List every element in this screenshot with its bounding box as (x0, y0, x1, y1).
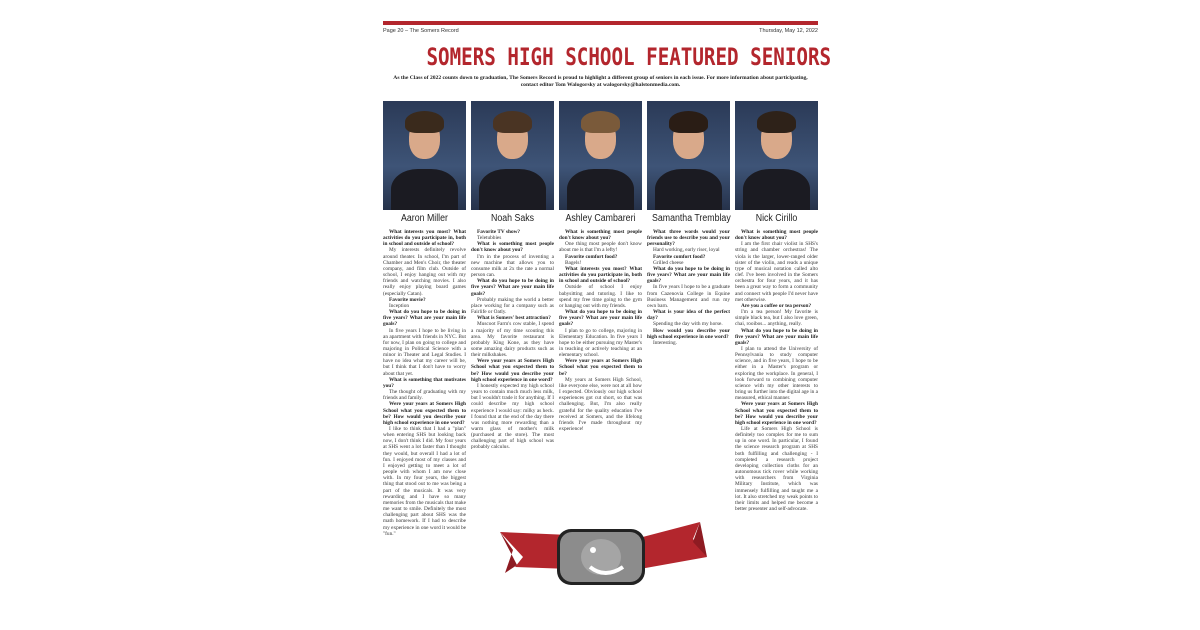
interview-question: What interests you most? What activities do you participate in, both in school and outside of school? (559, 265, 642, 285)
interview-question: What is something that motivates you? (383, 376, 466, 389)
interview-question: Favorite movie? (389, 296, 426, 303)
senior-interview (735, 229, 818, 512)
senior-photo (647, 101, 730, 210)
interview-question: What do you hope to be doing in five years? What are your main life goals? (383, 309, 466, 328)
interview-answer: Interesting. (653, 339, 677, 346)
senior-column (647, 101, 730, 346)
interview-question: Favorite comfort food? (565, 253, 618, 260)
interview-question: What do you hope to be doing in five years? What are your main life goals? (471, 278, 554, 297)
senior-name: Nick Cirillo (755, 213, 798, 224)
interview-answer: I'm in the process of inventing a new machine that allows you to consume milk at 2x the rate a normal person can. (471, 253, 554, 279)
interview-question: What do you hope to be doing in five years? What are your main life goals? (735, 327, 818, 346)
interview-answer: I plan to attend the University of Pennsylvania to study computer science, and in five years, I hope to be either in a Master's program or exploring the workplace. In general, I look forward to combining computer science with my other interests to bring us further into the digital age in a measured, ethical manner. (735, 345, 818, 402)
interview-answer: In five years I hope to be living in an apartment with friends in NYC. But for now, I plan on going to college and majoring in Political Science with a minor in Theater and Legal Studies. I have no idea what my career will be, but I think that I don't have to worry about that yet. (383, 327, 466, 377)
senior-name: Aaron Miller (401, 213, 448, 224)
interview-answer: I am the first chair violist in SHS's string and chamber orchestras! The viola is the larger, lower-ranged older sister of the violin, and reads a unique type of musical notation called alto clef. I've been involved in the Somers orchestra for four years, and it has been a great way to form a community and connect with people I'd never have met otherwise. (735, 241, 818, 303)
interview-answer: I like to think that I had a "plan" when entering SHS but looking back now, I don't think I did. My four years at SHS went a lot faster than I thought they would, but overall I had a lot of fun. I enjoyed most of my classes and I enjoyed getting to meet a lot of people with whom I am now close with. In my four years, the biggest thing that stood out to me was being a part of the musicals. It was very rewarding and I have so many memories from the musicals that make me want to smile. Definitely the most challenging part about SHS was the math homework. If I had to describe my experience in one word it would be "fun." (383, 426, 466, 537)
interview-answer: Hard working, early riser, loyal (653, 247, 720, 254)
interview-question: What is your idea of the perfect day? (647, 309, 730, 322)
interview-question: What do you hope to be doing in five years? What are your main life goals? (559, 309, 642, 328)
senior-column (383, 101, 466, 537)
interview-answer: Inception (389, 302, 410, 309)
senior-photo (559, 101, 642, 210)
elephant-mascot-logo (495, 517, 710, 587)
interview-question: How would you describe your high school experience in one word? (647, 327, 730, 340)
interview-question: What do you hope to be doing in five years? What are your main life goals? (647, 265, 730, 285)
issue-date: Thursday, May 12, 2022 (759, 28, 818, 34)
intro-text: As the Class of 2022 counts down to graduation, The Somers Record is proud to highlight a different group of seniors in each issue. For more information about participating, contact editor Tom Walogorsky at walogorsky@halstonmedia.com. (393, 75, 808, 88)
senior-interview (383, 229, 466, 537)
interview-question: Favorite TV show? (477, 229, 521, 235)
interview-answer: Spending the day with my horse. (653, 321, 723, 328)
page-title: SOMERS HIGH SCHOOL FEATURED SENIORS (426, 43, 832, 71)
senior-name: Samantha Tremblay (651, 213, 731, 224)
interview-answer: In five years I hope to be a graduate from Cazenovia College in Equine Business Management and run my own barn. (647, 284, 730, 309)
interview-answer: Life at Somers High School is definitely too complex for me to sum up in one word. In particular, I found the science research program at SHS both fulfilling and challenging - I completed a research project developing collection cloths for an autonomous tick rover while working with researchers from Virginia Military Institute, which was immensely fulfilling and taught me a lot. It also stretched my weak points to their limits and helped me become a better presenter and self-advocate. (735, 426, 818, 513)
senior-interview (647, 229, 730, 346)
senior-column (559, 101, 642, 432)
interview-answer: My interests definitely revolve around theater. In school, I'm part of Chamber and Men's Choir, the theater company, and film club. Outside of school, I enjoy hanging out with my friends and watching movies. I also really enjoy playing board games (especially Catan). (383, 247, 466, 297)
senior-name: Ashley Cambareri (565, 213, 636, 224)
interview-question: Favorite comfort food? (653, 253, 706, 260)
page-label: Page 20 – The Somers Record (383, 28, 459, 34)
interview-question: What is something most people don't know about you? (471, 241, 554, 254)
interview-question: What is something most people don't know about you? (559, 229, 642, 242)
interview-answer: The thought of graduating with my friends and family. (383, 389, 466, 402)
interview-answer: My years at Somers High School, like everyone else, were not at all how I expected. Obviously our high school experiences got cut short, so that was challenging. But, I'm also really grateful for the quality education I've received at Somers, and the lifelong friends I've made throughout my experience! (559, 376, 642, 432)
interview-question: Were your years at Somers High School what you expected them to be? How would you describe your high school experience in one word? (383, 401, 466, 426)
interview-answer: Muscoot Farm's cow stable, I spend a majority of my time scouting this area. My favorite restaurant is probably King Kone, as they have some amazing dairy products such as their milkshakes. (471, 321, 554, 359)
interview-question: Were your years at Somers High School what you expected them to be? How would you describe your high school experience in one word? (735, 401, 818, 426)
interview-question: Were your years at Somers High School what you expected them to be? (559, 358, 642, 377)
interview-answer: Teletubbies (477, 235, 502, 242)
interview-question: What interests you most? What activities do you participate in, both in school and outside of school? (383, 229, 466, 248)
senior-column (735, 101, 818, 512)
interview-question: Are you a coffee or tea person? (741, 302, 812, 309)
interview-answer: One thing most people don't know about me is that I'm a lefty! (559, 241, 642, 254)
senior-photo (383, 101, 466, 210)
senior-interview (559, 229, 642, 432)
interview-answer: Probably making the world a better place working for a company such as Fairlife or Oatly. (471, 296, 554, 316)
senior-photo (471, 101, 554, 210)
interview-answer: I honestly expected my high school years to contain much much less milk, but I wouldn't trade it for anything. If I could describe my high school experience I would say: milky as heck. I found that at the end of the day there was nothing more rewarding than a warm glass of mother's milk (purchased at the store). The most challenging part of high school was probably calculus. (471, 382, 554, 451)
senior-name: Noah Saks (490, 213, 535, 224)
senior-column (471, 101, 554, 451)
senior-interview (471, 229, 554, 451)
interview-question: What is Somers' best attraction? (477, 315, 551, 322)
interview-answer: Grilled cheese (653, 259, 684, 266)
senior-photo (735, 101, 818, 210)
interview-answer: Bagels! (565, 259, 582, 266)
interview-question: Were your years at Somers High School what you expected them to be? How would you describe your high school experience in one word? (471, 358, 554, 383)
interview-answer: Outside of school I enjoy babysitting and tutoring. I like to spend my free time going to the gym or hanging out with my friends. (559, 284, 642, 309)
interview-answer: I plan to go to college, majoring in Elementary Education. In five years I hope to be either pursuing my Master's in teaching or actively teaching at an elementary school. (559, 327, 642, 359)
interview-question: What three words would your friends use to describe you and your personality? (647, 229, 730, 248)
interview-answer: I'm a tea person! My favorite is simple black tea, but I also love green, chai, rooibos... anything, really. (735, 309, 818, 328)
interview-question: What is something most people don't know about you? (735, 229, 818, 242)
top-rule (383, 21, 818, 25)
